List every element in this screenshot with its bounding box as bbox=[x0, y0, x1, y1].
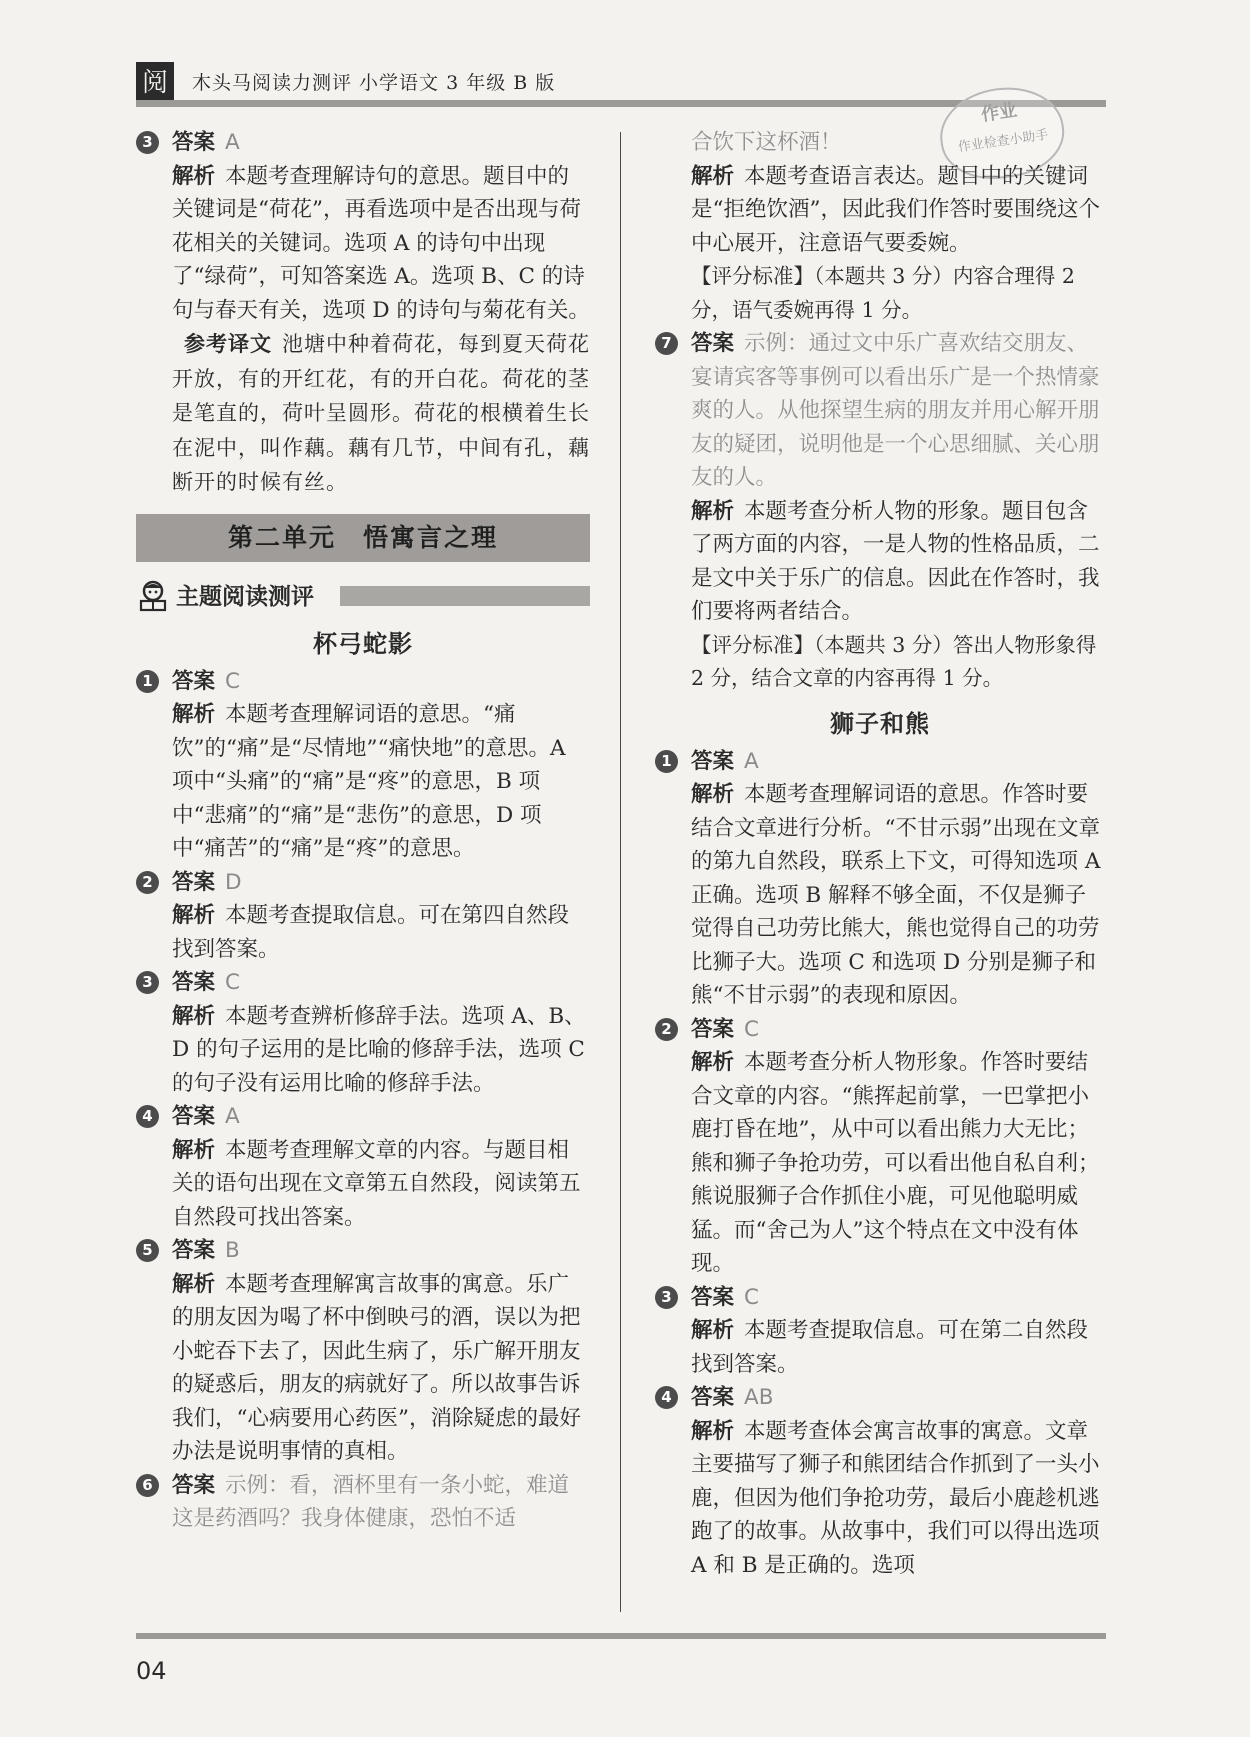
left-q3-answer bbox=[136, 126, 590, 160]
column-divider bbox=[620, 132, 621, 1612]
analysis-text: 本题考查语言表达。题目中的关键词是“拒绝饮酒”，因此我们作答时要围绕这个中心展开，注意语气要委婉。 bbox=[691, 163, 1100, 256]
answer-label: 答案 bbox=[691, 1016, 735, 1042]
left-item-2-answer bbox=[136, 866, 590, 900]
right-item-4-answer bbox=[655, 1381, 1105, 1415]
analysis-text: 本题考查分析人物形象。作答时要结合文章的内容。“熊挥起前掌，一巴掌把小鹿打昏在地”，从中可以看出熊力大无比；熊和狮子争抢功劳，可以看出他自私自利；熊说服狮子合作抓住小鹿，可见他聪明威猛。而“舍己为人”这个特点在文中没有体现。 bbox=[691, 1050, 1100, 1276]
answer-value: A bbox=[225, 130, 240, 155]
analysis-text: 本题考查提取信息。可在第二自然段找到答案。 bbox=[691, 1318, 1089, 1377]
answer-label: 答案 bbox=[172, 130, 216, 155]
question-number-badge: 7 bbox=[655, 332, 678, 355]
answer-value: AB bbox=[744, 1385, 774, 1410]
left-column bbox=[136, 126, 590, 1536]
question-number-badge: 1 bbox=[655, 750, 678, 773]
answer-value: A bbox=[225, 1104, 240, 1129]
story-title: 杯弓蛇影 bbox=[313, 629, 413, 658]
right-item-1-answer bbox=[655, 745, 1105, 779]
theme-bar bbox=[340, 586, 590, 606]
right-q6-analysis bbox=[655, 160, 1105, 261]
theme-label: 主题阅读测评 bbox=[176, 583, 314, 610]
analysis-label: 解析 bbox=[172, 1003, 216, 1029]
left-item-6-answer bbox=[136, 1469, 590, 1536]
question-number-badge: 3 bbox=[136, 971, 159, 994]
analysis-label: 解析 bbox=[691, 782, 735, 807]
left-item-5-analysis bbox=[136, 1268, 590, 1469]
left-item-2-analysis bbox=[136, 899, 590, 966]
left-item-4-analysis bbox=[136, 1134, 590, 1235]
analysis-label: 解析 bbox=[172, 903, 216, 928]
answer-label: 答案 bbox=[691, 331, 735, 356]
analysis-label: 解析 bbox=[172, 1137, 216, 1163]
answer-label: 答案 bbox=[172, 970, 216, 995]
stamp-top-text: 作业 bbox=[979, 99, 1019, 126]
analysis-label: 解析 bbox=[691, 498, 735, 524]
story-title: 狮子和熊 bbox=[830, 709, 930, 738]
left-item-4-answer bbox=[136, 1100, 590, 1134]
answer-value: B bbox=[225, 1238, 240, 1263]
analysis-label: 解析 bbox=[691, 1318, 735, 1343]
analysis-text: 本题考查理解词语的意思。作答时要结合文章进行分析。“不甘示弱”出现在文章的第九自然段，联系上下文，可得知选项 A 正确。选项 B 解释不够全面，不仅是狮子觉得自己功劳比熊大，熊也觉得自己的功劳比狮子大。选项 C 和选项 D 分别是狮子和熊“不甘示弱”的表现和原因。 bbox=[691, 782, 1101, 1008]
answer-label: 答案 bbox=[172, 1472, 216, 1498]
analysis-text: 本题考查辨析修辞手法。选项 A、B、D 的句子运用的是比喻的修辞手法，选项 C 的句子没有运用比喻的修辞手法。 bbox=[172, 1003, 586, 1096]
right-item-1-analysis bbox=[655, 778, 1105, 1013]
left-item-3-analysis bbox=[136, 1000, 590, 1101]
question-number-badge: 5 bbox=[136, 1239, 159, 1262]
question-number-badge: 3 bbox=[655, 1286, 678, 1309]
right-q6-score: 【评分标准】（本题共 3 分）内容合理得 2 分，语气委婉再得 1 分。 bbox=[691, 264, 1075, 322]
analysis-text: 本题考查提取信息。可在第四自然段找到答案。 bbox=[172, 903, 570, 962]
left-q3-translation bbox=[136, 327, 590, 500]
right-q7-analysis bbox=[655, 495, 1105, 629]
right-column bbox=[655, 126, 1105, 1582]
left-item-1-analysis bbox=[136, 698, 590, 866]
right-item-4-analysis bbox=[655, 1415, 1105, 1583]
left-item-5-answer bbox=[136, 1234, 590, 1268]
answer-value: C bbox=[744, 1016, 760, 1042]
answer-value: C bbox=[225, 970, 241, 995]
left-item-3-answer bbox=[136, 966, 590, 1000]
question-number-badge: 3 bbox=[136, 131, 159, 154]
answer-value: C bbox=[225, 668, 241, 694]
question-number-badge: 4 bbox=[655, 1386, 678, 1409]
question-number-badge: 4 bbox=[136, 1105, 159, 1128]
right-q7-score: 【评分标准】（本题共 3 分）答出人物形象得 2 分，结合文章的内容再得 1 分。 bbox=[691, 632, 1097, 690]
answer-label: 答案 bbox=[172, 869, 216, 895]
analysis-label: 解析 bbox=[172, 702, 216, 727]
right-q7-answer bbox=[655, 327, 1105, 495]
header-title: 木头马阅读力测评 小学语文 3 年级 B 版 bbox=[192, 72, 556, 94]
answer-label: 答案 bbox=[172, 1238, 216, 1263]
left-item-1-answer bbox=[136, 665, 590, 699]
answer-label: 答案 bbox=[691, 1284, 735, 1310]
right-item-3-answer bbox=[655, 1281, 1105, 1315]
right-item-2-analysis bbox=[655, 1046, 1105, 1281]
answer-value: D bbox=[225, 869, 242, 895]
question-number-badge: 6 bbox=[136, 1474, 159, 1497]
stamp-bottom-text: 作业检查小助手 bbox=[957, 127, 1050, 156]
translation-text: 池塘中种着荷花，每到夏天荷花开放，有的开红花，有的开白花。荷花的茎是笔直的，荷叶呈圆形。荷花的根横着生长在泥中，叫作藕。藕有几节，中间有孔，藕断开的时候有丝。 bbox=[172, 332, 590, 494]
right-q6-continuation: 合饮下这杯酒！ bbox=[691, 130, 842, 155]
left-q3-analysis bbox=[136, 160, 590, 328]
analysis-text: 本题考查理解词语的意思。“痛饮”的“痛”是“尽情地”“痛快地”的意思。A 项中“头痛”的“痛”是“疼”的意思，B 项中“悲痛”的“痛”是“悲伤”的意思，D 项中“痛苦”的“痛”是“疼”的意思。 bbox=[172, 702, 566, 861]
header-logo: 阅 bbox=[136, 62, 174, 104]
answer-label: 答案 bbox=[172, 1104, 216, 1129]
question-number-badge: 2 bbox=[136, 871, 159, 894]
theme-heading bbox=[136, 576, 590, 622]
answer-value: 示例：通过文中乐广喜欢结交朋友、宴请宾客等事例可以看出乐广是一个热情豪爽的人。从他探望生病的朋友并用心解开朋友的疑团，说明他是一个心思细腻、关心朋友的人。 bbox=[691, 331, 1100, 490]
translation-label: 参考译文 bbox=[184, 332, 272, 356]
answer-label: 答案 bbox=[172, 668, 216, 694]
answer-value: C bbox=[744, 1284, 760, 1310]
answer-value: 示例：看，酒杯里有一条小蛇，难道这是药酒吗？我身体健康，恐怕不适 bbox=[172, 1472, 570, 1531]
unit-title-bar: 第二单元 悟寓言之理 bbox=[136, 514, 590, 562]
analysis-text: 本题考查理解文章的内容。与题目相关的语句出现在文章第五自然段，阅读第五自然段可找出答案。 bbox=[172, 1137, 581, 1230]
analysis-label: 解析 bbox=[691, 163, 735, 189]
analysis-label: 解析 bbox=[691, 1050, 735, 1075]
analysis-label: 解析 bbox=[172, 163, 216, 189]
answer-label: 答案 bbox=[691, 1385, 735, 1410]
analysis-text: 本题考查分析人物的形象。题目包含了两方面的内容，一是人物的性格品质，二是文中关于乐广的信息。因此在作答时，我们要将两者结合。 bbox=[691, 498, 1100, 624]
right-item-3-analysis bbox=[655, 1314, 1105, 1381]
question-number-badge: 2 bbox=[655, 1018, 678, 1041]
question-number-badge: 1 bbox=[136, 670, 159, 693]
analysis-label: 解析 bbox=[691, 1418, 735, 1444]
answer-label: 答案 bbox=[691, 748, 735, 774]
page-number: 04 bbox=[136, 1657, 167, 1685]
analysis-text: 本题考查体会寓言故事的寓意。文章主要描写了狮子和熊团结合作抓到了一头小鹿，但因为他们争抢功劳，最后小鹿趁机逃跑了的故事。从故事中，我们可以得出选项 A 和 B 是正确的。选项 bbox=[691, 1418, 1100, 1578]
footer-rule bbox=[136, 1633, 1106, 1639]
analysis-text: 本题考查理解诗句的意思。题目中的关键词是“荷花”，再看选项中是否出现与荷花相关的关键词。选项 A 的诗句中出现了“绿荷”，可知答案选 A。选项 B、C 的诗句与春天有关，选项 D 的诗句与菊花有关。 bbox=[172, 163, 590, 323]
analysis-text: 本题考查理解寓言故事的寓意。乐广的朋友因为喝了杯中倒映弓的酒，误以为把小蛇吞下去了，因此生病了，乐广解开朋友的疑惑后，朋友的病就好了。所以故事告诉我们，“心病要用心药医”，消除疑虑的最好办法是说明事情的真相。 bbox=[172, 1271, 581, 1464]
reader-icon bbox=[136, 578, 170, 612]
analysis-label: 解析 bbox=[172, 1271, 216, 1297]
answer-value: A bbox=[744, 748, 759, 774]
right-item-2-answer bbox=[655, 1013, 1105, 1047]
